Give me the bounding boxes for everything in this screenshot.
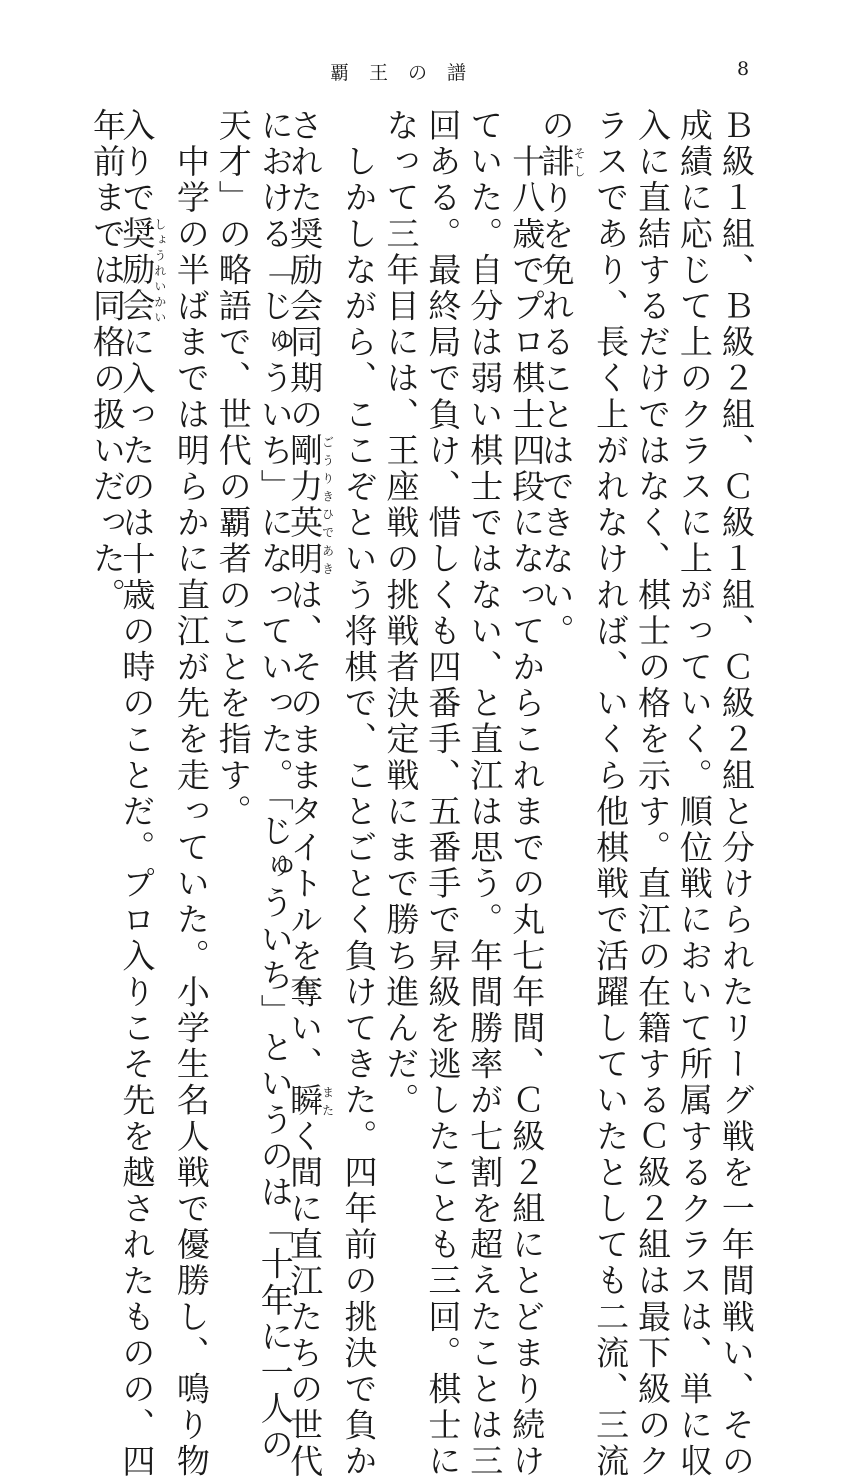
text-segment: に入ったのは十歳の時のことだ。プロ入りこそ先を越されたものの、四 — [117, 324, 157, 1480]
book-title: 覇王の譜 — [330, 62, 487, 84]
text-line — [716, 108, 756, 1480]
vertical-text-body — [88, 108, 756, 1480]
ruby-base: 剛力英明 — [285, 432, 325, 578]
text-line — [285, 108, 335, 1480]
text-segment: Ｂ級１組、Ｂ級２組、Ｃ級１組、Ｃ級２組と分けられたリーグ戦を一年間戦い、その — [716, 108, 756, 1480]
text-segment: なって三年目には、王座戦の挑戦者決定戦にまで勝ち進んだ。 — [381, 108, 421, 1119]
running-header — [0, 58, 841, 90]
text-line — [536, 108, 587, 1183]
text-line — [213, 108, 253, 1183]
ruby-reading: そし — [572, 144, 587, 181]
text-segment: く間に直江たちの世代 — [285, 1118, 325, 1480]
text-line — [674, 108, 714, 1480]
text-segment: ていた。自分は弱い棋士ではない、と直江は思う。年間勝率が七割を超えたことは三 — [465, 108, 505, 1480]
ruby-base: 誹 — [536, 144, 576, 181]
ruby-reading: しょうれいかい — [152, 216, 167, 325]
text-line — [339, 108, 379, 1480]
text-line — [591, 108, 631, 1480]
text-segment: は、そのままタイトルを奪い、 — [285, 577, 325, 1083]
text-segment: しかしながら、ここぞという将棋で、ことごとく負けてきた。四年前の挑決で負か — [339, 108, 379, 1480]
text-segment: された奨励会同期の — [285, 108, 325, 433]
ruby-base: 瞬 — [285, 1082, 325, 1119]
text-segment: 入りで — [117, 108, 157, 217]
text-segment: の — [536, 108, 576, 145]
text-segment: 十八歳でプロ棋士四段になってからこれまでの丸七年間、Ｃ級２組にとどまり続け — [507, 108, 547, 1480]
text-segment: 成績に応じて上のクラスに上がっていく。順位戦において所属するクラスは、単に収 — [674, 108, 714, 1480]
ruby-annotation — [536, 144, 587, 181]
text-segment: 天才」の略語で、世代の覇者のことを指す。 — [213, 108, 253, 830]
text-segment: ラスであり、長く上がれなければ、いくら他棋戦で活躍していたとしても二流、三流 — [591, 108, 631, 1480]
text-line — [117, 108, 167, 1480]
text-line — [465, 108, 505, 1480]
text-segment: 入に直結するだけではなく、棋士の格を示す。直江の在籍するＣ級２組は最下級のク — [632, 108, 672, 1480]
text-line — [423, 108, 463, 1480]
text-segment: 中学の半ばまでは明らかに直江が先を走っていた。小学生名人戦で優勝し、鳴り物 — [171, 108, 211, 1480]
text-line — [171, 108, 211, 1480]
ruby-annotation — [285, 432, 335, 578]
ruby-annotation — [117, 216, 167, 325]
text-segment: 年前までは同格の扱いだった。 — [88, 108, 127, 614]
text-segment: りを免れることはできない。 — [536, 180, 576, 650]
page-number: 8 — [737, 58, 750, 80]
text-line — [632, 108, 672, 1480]
ruby-annotation — [285, 1082, 335, 1119]
text-segment: における「じゅういち」になっていった。「じゅういち」というのは「十年に一人の — [255, 108, 295, 1464]
text-line — [381, 108, 421, 1183]
ruby-reading: ごうりきひであき — [320, 432, 335, 578]
ruby-reading: また — [320, 1082, 335, 1119]
ruby-base: 奨励会 — [117, 216, 157, 325]
text-segment: 回ある。最終局で負け、惜しくも四番手、五番手で昇級を逃したことも三回。棋士に — [423, 108, 463, 1480]
